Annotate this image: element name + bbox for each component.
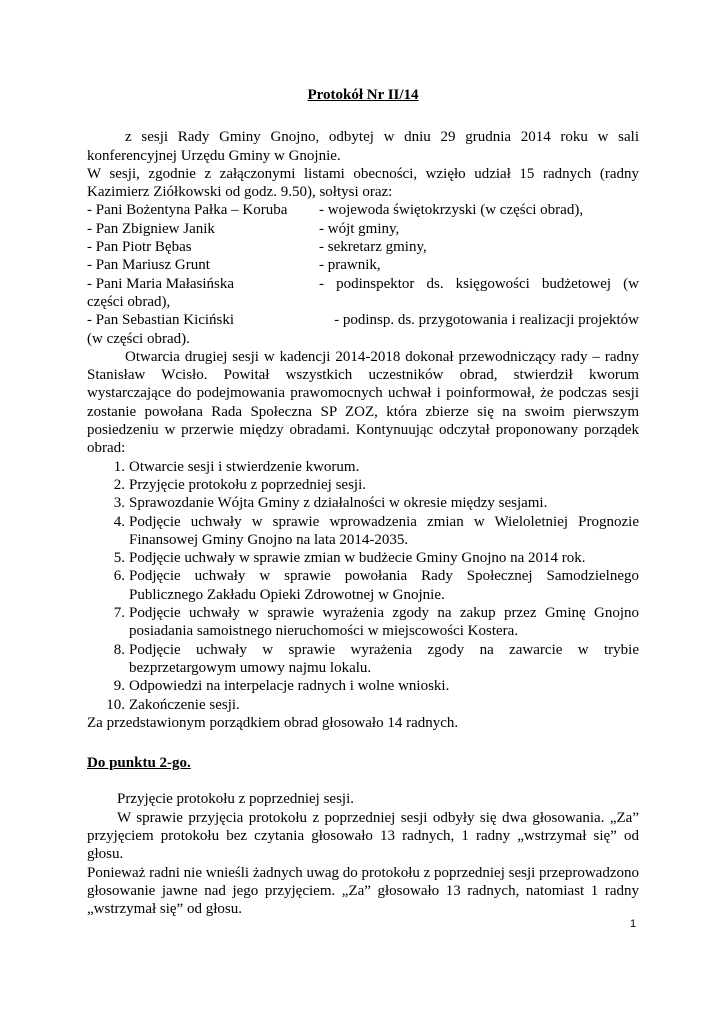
guest-row [87,238,639,256]
guest-row [87,311,639,329]
section-paragraph: Ponieważ radni nie wnieśli żadnych uwag do protokołu z poprzedniej sesji przeprowadzono głosowanie jawne nad jego przyjęciem. „Za” głosowało 13 radnych, natomiast 1 radny „wstrzymał się” od głosu. [87,864,639,918]
guest-name: - Pan Mariusz Grunt [87,257,210,274]
guest-name: - Pani Bożentyna Pałka – Koruba [87,202,288,219]
agenda-item [87,567,639,604]
agenda-number: 10. [106,696,125,713]
guest-name: - Pani Maria Małasińska [87,275,235,292]
section-paragraph: Przyjęcie protokołu z poprzedniej sesji. [117,791,355,808]
agenda-item [87,476,639,494]
agenda-number: 5. [113,550,125,567]
page-number: 1 [630,918,637,930]
agenda-text: Zakończenie sesji. [129,696,240,713]
agenda-item [87,458,639,476]
guest-name: - Pan Zbigniew Janik [87,220,215,237]
agenda-text: Otwarcie sesji i stwierdzenie kworum. [129,458,360,475]
guest-role: - sekretarz gminy, [319,239,427,256]
document-body [87,86,639,918]
agenda-vote: Za przedstawionym porządkiem obrad głosowało 14 radnych. [87,714,459,731]
agenda-item [87,513,639,550]
guest-role: - podinspektor ds. księgowości budżetowej (w [319,275,639,292]
agenda-number: 8. [113,641,125,658]
section-heading: Do punktu 2-go. [87,755,191,772]
agenda-item [87,677,639,695]
agenda-number: 6. [113,568,125,585]
section-paragraph: W sprawie przyjęcia protokołu z poprzedniej sesji odbyły się dwa głosowania. „Za” przyjęciem protokołu bez czytania głosowało 13 radnych, 1 radny „wstrzymał się” od głosu. [87,809,639,863]
opening-paragraph: Otwarcia drugiej sesji w kadencji 2014-2018 dokonał przewodniczący rady – radny Stanisław Wcisło. Powitał wszystkich uczestników obrad, stwierdził kworum wystarczające do podejmowania prawomocnych uchwał i poinformował, że podczas sesji zostanie powołana Rada Społeczna SP ZOZ, która zbierze się na swoim pierwszym posiedzeniu w przerwie między obradami. Kontynuując odczytał proponowany porządek obrad: [87,348,639,457]
intro-paragraph: z sesji Rady Gminy Gnojno, odbytej w dniu 29 grudnia 2014 roku w sali konferencyjnej Urzędu Gminy w Gnojnie. [87,129,639,164]
agenda-number: 1. [113,458,125,475]
agenda-text: Sprawozdanie Wójta Gminy z działalności w okresie między sesjami. [129,495,548,512]
document-title: Protokół Nr II/14 [307,87,419,103]
agenda-number: 4. [113,513,125,530]
agenda-text: Podjęcie uchwały w sprawie wyrażenia zgody na zawarcie w trybie bezprzetargowym umowy najmu lokalu. [129,641,639,676]
guest-name: - Pan Piotr Bębas [87,239,192,256]
guest-role: - wojewoda świętokrzyski (w części obrad), [319,202,584,219]
agenda-text: Podjęcie uchwały w sprawie powołania Rady Społecznej Samodzielnego Publicznego Zakładu Opieki Zdrowotnej w Gnojnie. [129,568,639,603]
agenda-item [87,604,639,641]
agenda-text: Podjęcie uchwały w sprawie zmian w budżecie Gminy Gnojno na 2014 rok. [129,550,586,567]
agenda-list [87,458,639,714]
guest-list [87,201,639,347]
agenda-number: 7. [113,605,125,622]
guest-row [87,256,639,274]
agenda-item [87,549,639,567]
guest-role: - wójt gminy, [319,220,400,237]
agenda-number: 9. [113,678,125,695]
agenda-text: Przyjęcie protokołu z poprzedniej sesji. [129,476,367,493]
guest-role: - prawnik, [319,257,381,274]
guest-row [87,275,639,293]
guest-role-continuation: (w części obrad). [87,330,190,347]
agenda-item [87,494,639,512]
agenda-number: 3. [113,495,125,512]
agenda-text: Odpowiedzi na interpelacje radnych i wolne wnioski. [129,678,450,695]
agenda-item [87,641,639,678]
guest-name: - Pan Sebastian Kiciński [87,312,235,329]
agenda-item [87,696,639,714]
agenda-number: 2. [113,476,125,493]
agenda-text: Podjęcie uchwały w sprawie wyrażenia zgody na zakup przez Gminę Gnojno posiadania samoistnego nieruchomości w miejscowości Kostera. [129,605,639,640]
agenda-text: Podjęcie uchwały w sprawie wprowadzenia zmian w Wieloletniej Prognozie Finansowej Gminy Gnojno na lata 2014-2035. [129,513,639,548]
guest-role: - podinsp. ds. przygotowania i realizacji projektów [334,312,639,329]
attendance-paragraph: W sesji, zgodnie z załączonymi listami obecności, wzięło udział 15 radnych (radny Kazimierz Ziółkowski od godz. 9.50), sołtysi oraz: [87,165,639,201]
guest-role-continuation: części obrad), [87,293,171,310]
guest-row [87,220,639,238]
guest-row [87,201,639,219]
